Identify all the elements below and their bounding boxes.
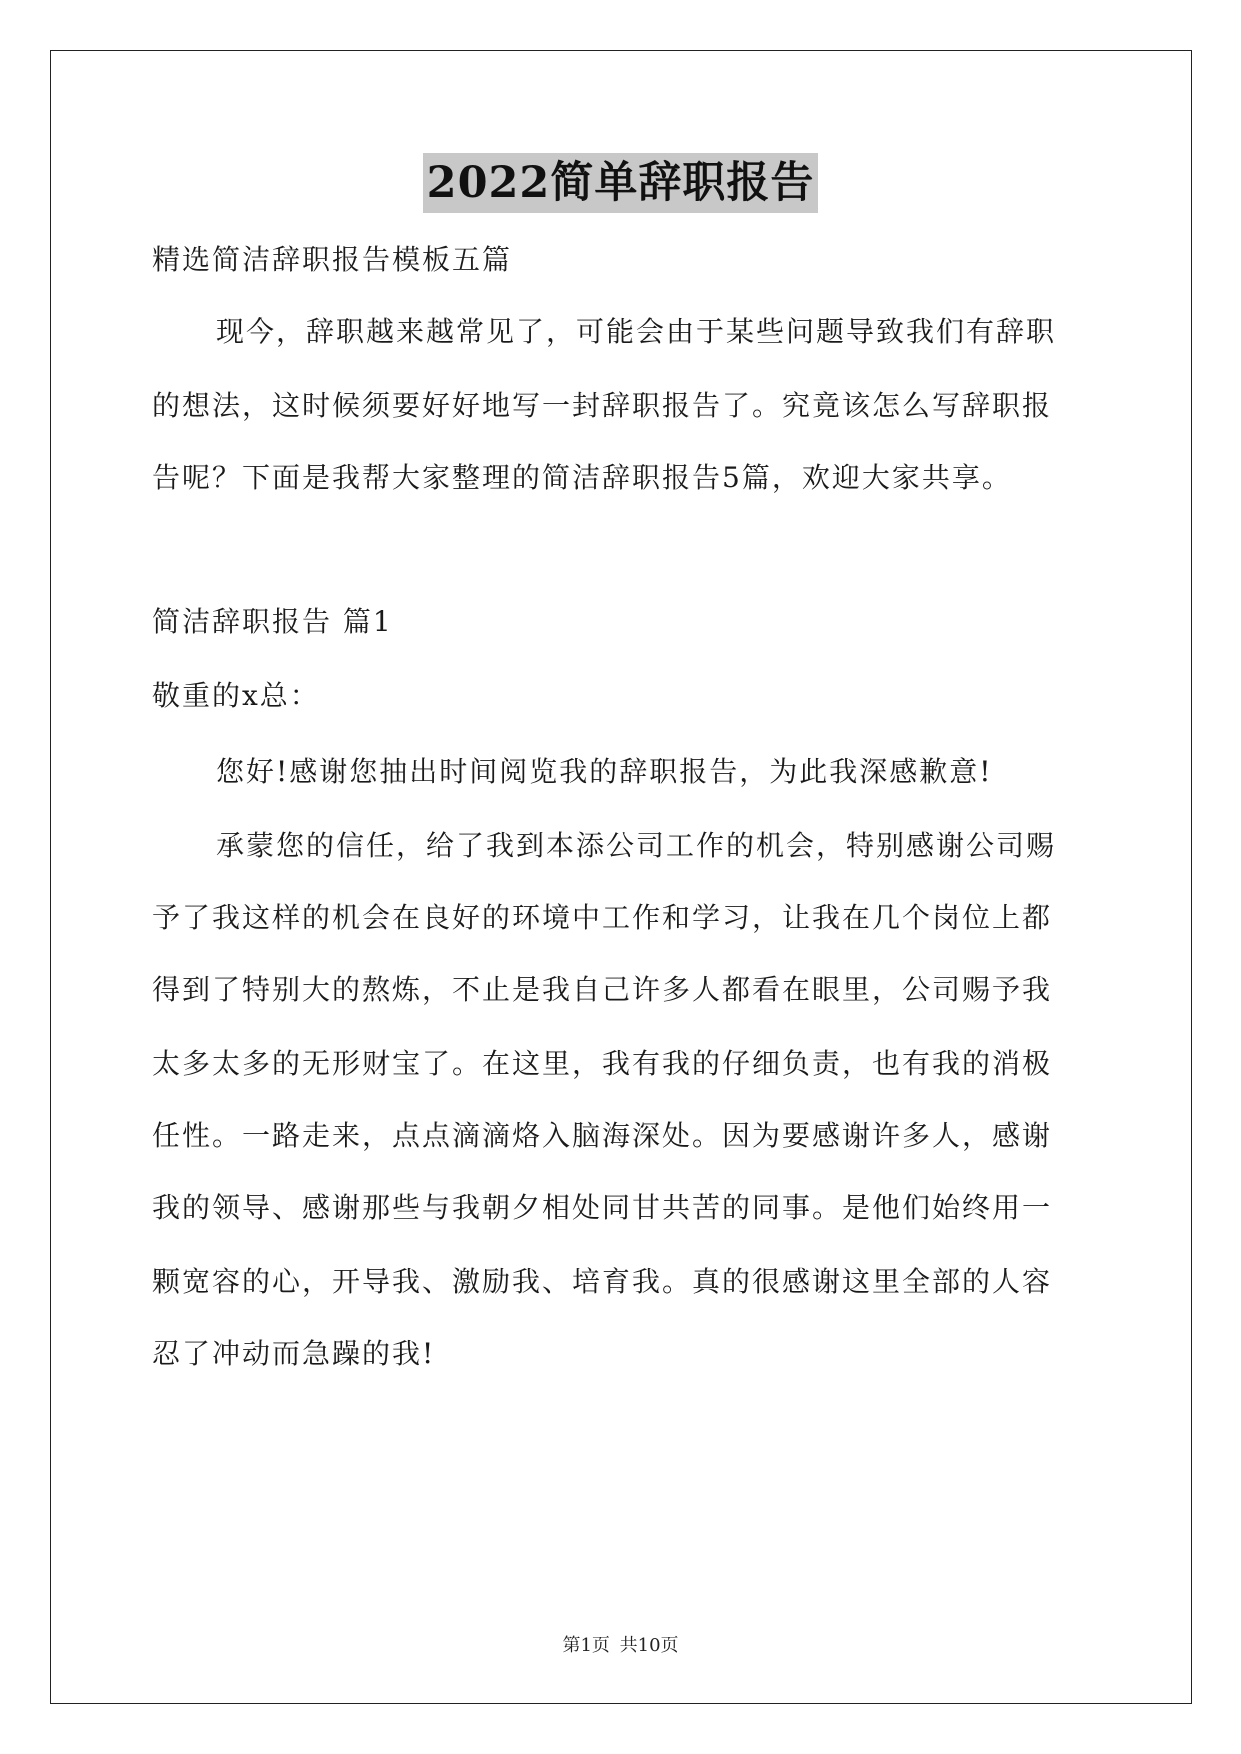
paragraph-line: 我的领导、感谢那些与我朝夕相处同甘共苦的同事。是他们始终用一: [152, 1191, 1053, 1224]
page-border: [50, 50, 1192, 1704]
intro-line: 现今，辞职越来越常见了，可能会由于某些问题导致我们有辞职: [216, 315, 1057, 348]
paragraph-line: 忍了冲动而急躁的我!: [152, 1337, 436, 1370]
section-heading: 简洁辞职报告 篇1: [152, 605, 393, 638]
document-title: 2022简单辞职报告: [423, 153, 819, 213]
salutation: 敬重的x总：: [152, 679, 320, 712]
paragraph-line: 太多太多的无形财宝了。在这里，我有我的仔细负责，也有我的消极: [152, 1047, 1053, 1080]
intro-line: 的想法，这时候须要好好地写一封辞职报告了。究竟该怎么写辞职报: [152, 389, 1053, 422]
paragraph-line: 任性。一路走来，点点滴滴烙入脑海深处。因为要感谢许多人，感谢: [152, 1119, 1053, 1152]
paragraph-line: 予了我这样的机会在良好的环境中工作和学习，让我在几个岗位上都: [152, 901, 1053, 934]
paragraph-line: 颗宽容的心，开导我、激励我、培育我。真的很感谢这里全部的人容: [152, 1265, 1053, 1298]
intro-line: 告呢？下面是我帮大家整理的简洁辞职报告5篇，欢迎大家共享。: [152, 461, 1012, 494]
paragraph-line: 得到了特别大的熬炼，不止是我自己许多人都看在眼里，公司赐予我: [152, 973, 1053, 1006]
paragraph-line: 承蒙您的信任，给了我到本添公司工作的机会，特别感谢公司赐: [216, 829, 1057, 862]
page-number: 第1页: [562, 1635, 610, 1656]
paragraph-line: 您好!感谢您抽出时间阅览我的辞职报告，为此我深感歉意!: [216, 755, 993, 788]
page-footer: [0, 1634, 1241, 1658]
page-total: 共10页: [619, 1635, 679, 1656]
subtitle: 精选简洁辞职报告模板五篇: [152, 243, 513, 276]
title-container: [0, 153, 1241, 213]
